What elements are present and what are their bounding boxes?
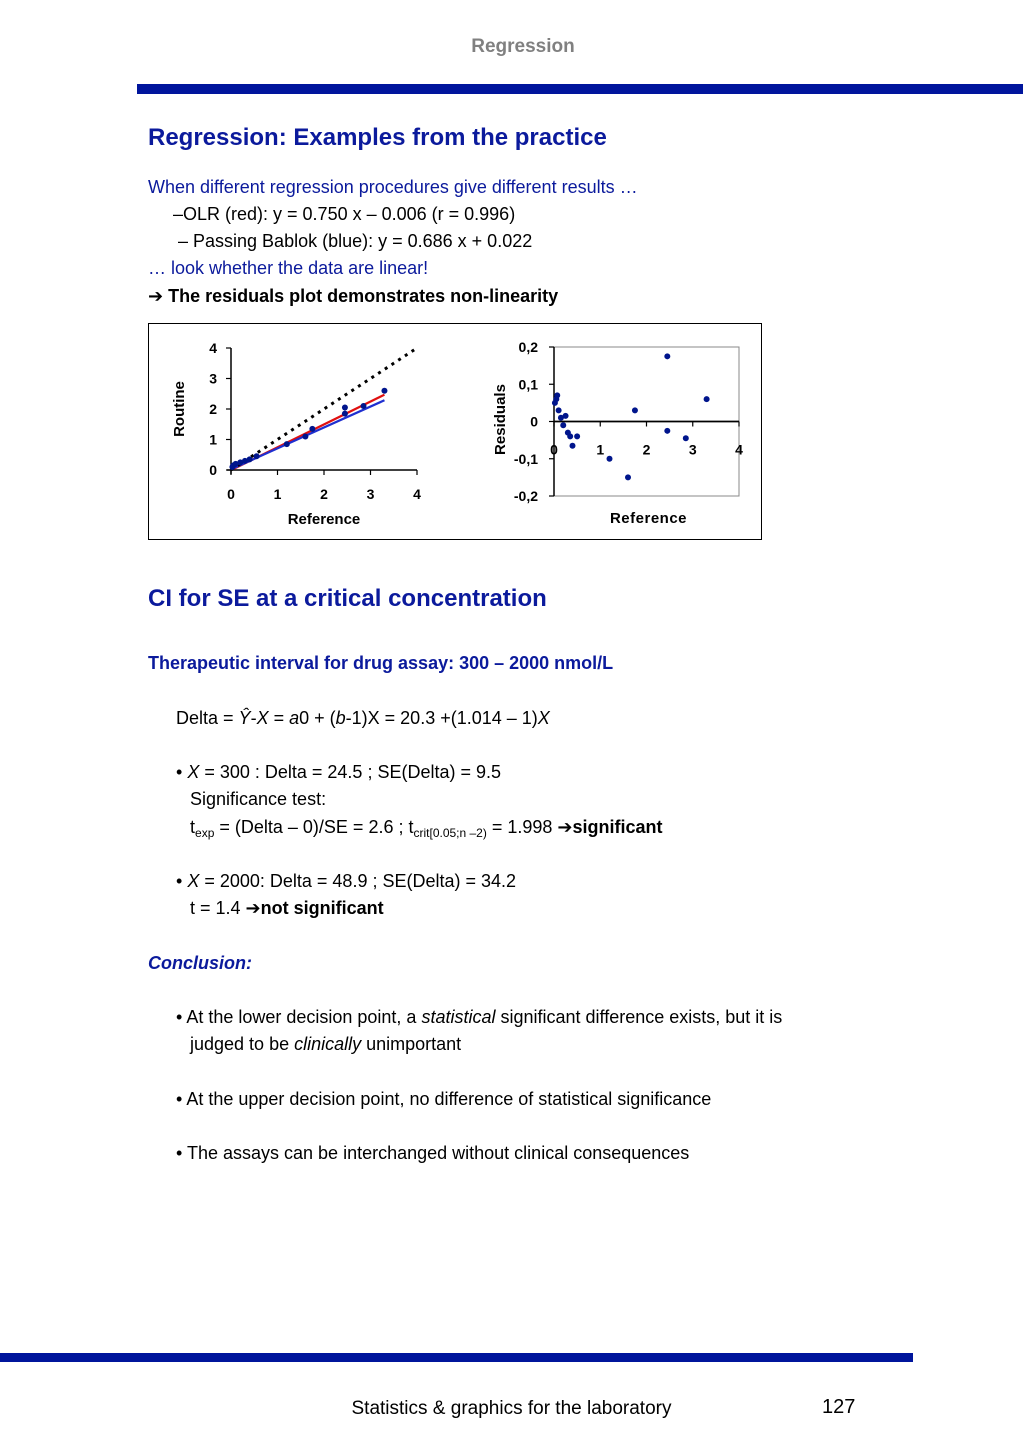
t-exp-subscript: exp (195, 826, 215, 840)
chart1-y-tick-label: 3 (209, 370, 217, 387)
chart2-x-axis-label: Reference (609, 510, 688, 527)
passing-bablok-text: Passing Bablok (blue): y = 0.686 x + 0.022 (193, 231, 533, 251)
c1-text: At the lower decision point, a (186, 1007, 422, 1027)
section-title-ci: CI for SE at a critical concentration (148, 585, 547, 612)
bullet-x300-text: = 300 : Delta = 24.5 ; SE(Delta) = 9.5 (199, 762, 502, 782)
list-item-passing-bablok: – Passing Bablok (blue): y = 0.686 x + 0.022 (178, 231, 533, 251)
bullet-x2000-text: = 2000: Delta = 48.9 ; SE(Delta) = 34.2 (199, 871, 517, 891)
c2-text: At the upper decision point, no difference of statistical significance (186, 1089, 712, 1109)
charts-panel (148, 323, 762, 540)
c3-text: The assays can be interchanged without clinical consequences (186, 1143, 690, 1163)
t-value: t = 1.4 (190, 898, 246, 918)
chart2-y-tick-label: -0,1 (513, 450, 538, 467)
bullet-x300: • X = 300 : Delta = 24.5 ; SE(Delta) = 9.5 (176, 762, 502, 782)
therapeutic-interval-subtitle: Therapeutic interval for drug assay: 300 – 2000 nmol/L (148, 653, 614, 673)
not-significant-result: not significant (260, 898, 384, 918)
chart1-x-tick-label: 1 (273, 486, 282, 502)
chart2-x-tick-label: 2 (642, 441, 651, 458)
chart2-y-tick-label: 0,2 (518, 339, 538, 355)
chart2-data-point (574, 433, 580, 439)
chart1-y-tick-label: 1 (209, 431, 217, 448)
chart2-data-point (563, 413, 569, 419)
chart1-y-tick-label: 4 (209, 340, 217, 356)
chart1-x-tick-label: 4 (413, 486, 421, 502)
chart1-x-tick-label: 0 (227, 486, 235, 502)
c1-text: unimportant (361, 1034, 462, 1054)
eq-part: = (268, 708, 290, 728)
significant-result: significant (572, 817, 663, 837)
chart2-data-point (554, 392, 560, 398)
chart1-y-axis-label: Routine (171, 381, 188, 437)
c1-italic: clinically (294, 1034, 362, 1054)
page-header-title: Regression (471, 36, 575, 57)
page-number: 127 (822, 1396, 856, 1418)
chart1-y-tick-label: 2 (209, 401, 217, 417)
eq-part: 0 + ( (299, 708, 336, 728)
eq-a: a (289, 708, 300, 728)
eq-x: X (256, 708, 269, 728)
footer-text: Statistics & graphics for the laboratory (351, 1398, 672, 1419)
t-line-2000 (190, 898, 384, 919)
residuals-statement-text: The residuals plot demonstrates non-linearity (168, 286, 559, 306)
delta-equation (176, 708, 550, 729)
chart1-data-point (361, 403, 367, 409)
footer-rule (0, 1353, 913, 1362)
conclusion-title: Conclusion: (148, 953, 252, 973)
chart1-data-point (342, 404, 348, 410)
chart1-line-identity (231, 348, 417, 470)
list-item-olr: –OLR (red): y = 0.750 x – 0.006 (r = 0.996) (173, 204, 516, 224)
arrow-icon: ➔ (148, 286, 164, 306)
chart1-data-point (247, 456, 253, 462)
chart2-data-point (632, 407, 638, 413)
eq-b: b (335, 708, 346, 728)
chart2-data-point (570, 443, 576, 449)
var-x: X (187, 871, 200, 891)
conclusion-item-1-line2 (190, 1034, 461, 1055)
c1-text: judged to be (190, 1034, 295, 1054)
chart2-x-tick-label: 0 (550, 441, 558, 458)
charts-svg (149, 324, 763, 541)
t-exp-mid: = (Delta – 0)/SE = 2.6 ; t (214, 817, 414, 837)
chart2-data-point (556, 407, 562, 413)
conclusion-item-3: • The assays can be interchanged without clinical consequences (176, 1143, 690, 1163)
chart2-data-point (664, 428, 670, 434)
eq-part: - (250, 708, 257, 728)
chart2-y-tick-label: 0,1 (518, 376, 538, 393)
conclusion-item-2: • At the upper decision point, no difference of statistical significance (176, 1089, 712, 1109)
chart1-data-point (302, 433, 308, 439)
header-rule (137, 84, 1023, 94)
chart1-x-axis-label: Reference (287, 511, 361, 528)
chart1-x-tick-label: 2 (320, 486, 328, 502)
eq-yhat: Ŷ (238, 708, 251, 728)
chart2-data-point (704, 396, 710, 402)
t-crit-value: = 1.998 (486, 817, 558, 837)
chart2-y-axis-label: Residuals (492, 384, 509, 455)
chart1-data-point (309, 426, 315, 432)
chart1-data-point (381, 388, 387, 394)
eq-part: Delta = (176, 708, 239, 728)
chart1-x-tick-label: 3 (366, 486, 375, 502)
chart1-y-tick-label: 0 (209, 462, 217, 478)
chart2-data-point (683, 435, 689, 441)
t-exp-line (190, 817, 663, 838)
chart2-data-point (567, 433, 573, 439)
chart2-y-tick-label: -0,2 (513, 488, 538, 504)
chart1-data-point (342, 411, 348, 417)
significance-test-label: Significance test: (190, 789, 327, 809)
eq-part: -1)X = 20.3 +(1.014 – 1) (345, 708, 538, 728)
chart2-data-point (664, 353, 670, 359)
intro-text: When different regression procedures give different results … (148, 177, 638, 197)
arrow-icon: ➔ (557, 817, 573, 837)
eq-x: X (537, 708, 550, 728)
bullet-x2000: • X = 2000: Delta = 48.9 ; SE(Delta) = 34.2 (176, 871, 517, 891)
t-symbol: t (190, 817, 196, 837)
section-title-regression: Regression: Examples from the practice (148, 124, 607, 151)
chart2-y-tick-label: 0 (530, 413, 538, 430)
chart2-data-point (607, 456, 613, 462)
c1-italic: statistical (421, 1007, 496, 1027)
conclusion-item-1: • At the lower decision point, a statistical significant difference exists, but it is (176, 1007, 783, 1027)
linearity-note: … look whether the data are linear! (148, 258, 429, 278)
chart2-data-point (625, 474, 631, 480)
chart1-data-point (284, 441, 290, 447)
olr-text: OLR (red): y = 0.750 x – 0.006 (r = 0.996) (183, 204, 516, 224)
chart2-x-tick-label: 1 (596, 441, 605, 458)
chart2-data-point (560, 422, 566, 428)
t-crit-subscript: crit[0.05;n –2) (413, 826, 487, 840)
chart1-data-point (254, 453, 260, 459)
c1-text: significant difference exists, but it is (495, 1007, 783, 1027)
var-x: X (187, 762, 200, 782)
chart2-x-tick-label: 3 (688, 441, 697, 458)
arrow-icon: ➔ (245, 898, 261, 918)
chart2-x-tick-label: 4 (735, 441, 743, 458)
residuals-statement (148, 286, 558, 307)
